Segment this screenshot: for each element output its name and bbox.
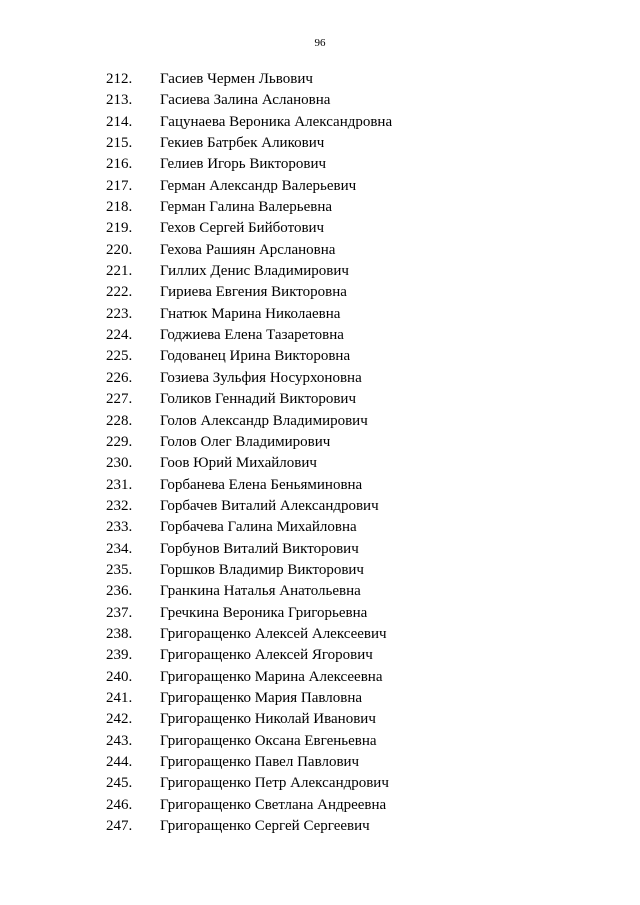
item-number: 221. [106, 263, 133, 280]
item-name: Гасиев Чермен Львович [160, 71, 313, 87]
item-number: 245. [106, 775, 133, 792]
item-number: 231. [106, 476, 133, 493]
item-name: Григоращенко Павел Павлович [160, 754, 360, 770]
item-number: 241. [106, 689, 133, 706]
item-number: 229. [106, 433, 133, 450]
item-name: Голов Олег Владимирович [160, 433, 331, 450]
item-name: Гехова Рашиян Арслановна [160, 241, 336, 258]
item-name: Горбачева Галина Михайловна [160, 519, 357, 536]
item-name: Герман Галина Валерьевна [160, 199, 333, 216]
item-name: Годжиева Елена Тазаретовна [160, 327, 344, 344]
item-name: Григоращенко Николай Иванович [160, 711, 376, 728]
item-name: Голов Александр Владимирович [160, 412, 368, 429]
item-number: 212. [106, 71, 133, 87]
item-number: 217. [106, 177, 133, 194]
item-number: 247. [106, 818, 133, 835]
item-number: 233. [106, 519, 133, 536]
item-name: Гранкина Наталья Анатольевна [160, 583, 361, 600]
item-name: Григоращенко Алексей Ягорович [160, 647, 373, 664]
page-number: 96 [314, 37, 326, 49]
item-number: 244. [106, 754, 133, 770]
item-number: 214. [106, 113, 133, 130]
item-number: 223. [106, 305, 133, 322]
item-name: Гнатюк Марина Николаевна [160, 305, 341, 322]
item-name: Горбанева Елена Беньяминовна [160, 476, 363, 493]
item-number: 237. [106, 604, 133, 621]
item-name: Гозиева Зульфия Носурхоновна [160, 369, 362, 386]
item-number: 220. [106, 241, 133, 258]
item-number: 235. [106, 561, 133, 578]
item-name: Годованец Ирина Викторовна [160, 348, 351, 365]
item-number: 240. [106, 668, 133, 685]
item-name: Гречкина Вероника Григорьевна [160, 604, 368, 621]
item-name: Гиллих Денис Владимирович [160, 263, 349, 280]
item-number: 218. [106, 199, 133, 216]
item-name: Гоов Юрий Михайлович [160, 455, 317, 472]
item-number: 216. [106, 156, 133, 173]
item-name: Гехов Сергей Бийботович [160, 220, 325, 237]
item-number: 228. [106, 412, 133, 429]
item-name: Гекиев Батрбек Аликович [160, 135, 325, 152]
item-name: Голиков Геннадий Викторович [160, 391, 356, 408]
item-number: 230. [106, 455, 133, 472]
item-number: 243. [106, 732, 133, 749]
item-name: Григоращенко Сергей Сергеевич [160, 818, 370, 835]
item-number: 246. [106, 796, 133, 813]
item-number: 226. [106, 369, 133, 386]
item-number: 222. [106, 284, 133, 301]
item-name: Гелиев Игорь Викторович [160, 156, 327, 173]
item-name: Горбунов Виталий Викторович [160, 540, 359, 557]
item-name: Григоращенко Петр Александрович [160, 775, 389, 792]
item-name: Григоращенко Марина Алексеевна [160, 668, 383, 685]
item-number: 219. [106, 220, 133, 237]
item-name: Герман Александр Валерьевич [160, 177, 357, 194]
item-name: Гацунаева Вероника Александровна [160, 113, 393, 130]
item-name: Григоращенко Алексей Алексеевич [160, 625, 387, 642]
item-number: 225. [106, 348, 133, 365]
item-number: 234. [106, 540, 133, 557]
item-number: 213. [106, 92, 133, 109]
item-number: 239. [106, 647, 133, 664]
item-name: Гириева Евгения Викторовна [160, 284, 347, 301]
item-number: 236. [106, 583, 133, 600]
item-number: 215. [106, 135, 133, 152]
item-name: Горшков Владимир Викторович [160, 561, 364, 578]
item-number: 242. [106, 711, 133, 728]
item-name: Григоращенко Оксана Евгеньевна [160, 732, 377, 749]
item-number: 232. [106, 497, 133, 514]
item-name: Гасиева Залина Аслановна [160, 92, 331, 109]
item-name: Григоращенко Светлана Андреевна [160, 796, 387, 813]
item-number: 227. [106, 391, 133, 408]
item-number: 238. [106, 625, 133, 642]
item-name: Горбачев Виталий Александрович [160, 497, 379, 514]
item-number: 224. [106, 327, 133, 344]
item-name: Григоращенко Мария Павловна [160, 689, 363, 706]
